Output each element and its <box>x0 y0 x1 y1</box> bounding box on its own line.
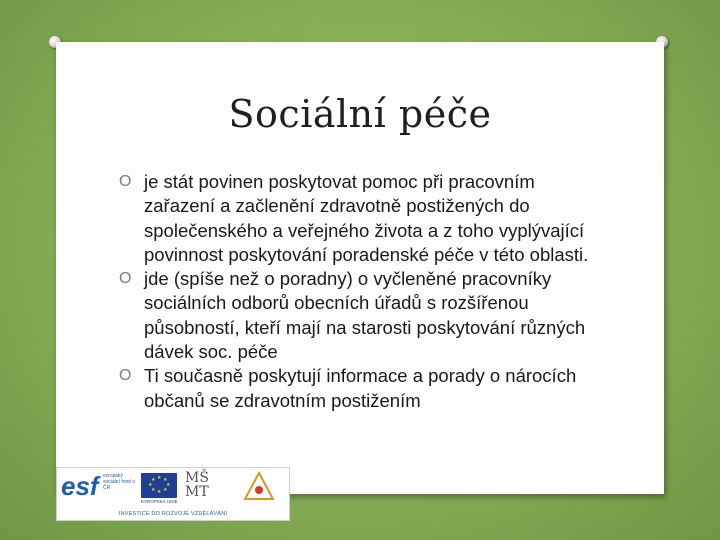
eu-flag-icon: ★ ★ ★ ★ ★ ★ ★ ★ <box>141 473 177 498</box>
bullet-item <box>119 267 609 364</box>
bullet-list <box>119 170 609 413</box>
bullet-text: Ti současně poskytují informace a porady o nárocích občanů se zdravotním postižením <box>144 365 577 411</box>
bullet-text: je stát povinen poskytovat pomoc při pracovním zařazení a začlenění zdravotně postižených do společenského a veřejného života a z toho vyplývající povinnost poskytování poradenské péče v této oblasti. <box>144 171 589 265</box>
msmt-logo-icon: MŠ MT <box>185 470 209 500</box>
slide-title: Sociální péče <box>228 92 492 136</box>
bullet-item <box>119 364 609 413</box>
bullet-marker-icon: O <box>119 367 132 385</box>
esf-logo-icon: esf <box>61 471 99 501</box>
bullet-marker-icon: O <box>119 270 132 288</box>
bullet-text: jde (spíše než o poradny) o vyčleněné pracovníky sociálních odborů obecních úřadů s rozšířenou působností, kteří mají na starosti poskytování různých dávek soc. péče <box>144 268 586 363</box>
esf-logo-text: evropský sociální fond v ČR <box>103 473 135 491</box>
funding-logos-banner <box>56 467 290 521</box>
eu-logo-text: EVROPSKÁ UNIE <box>141 499 178 504</box>
op-logo-icon <box>243 471 275 501</box>
logos-caption: INVESTICE DO ROZVOJE VZDĚLÁVÁNÍ <box>118 511 228 517</box>
bullet-item <box>119 170 609 267</box>
bullet-marker-icon: O <box>119 173 132 190</box>
